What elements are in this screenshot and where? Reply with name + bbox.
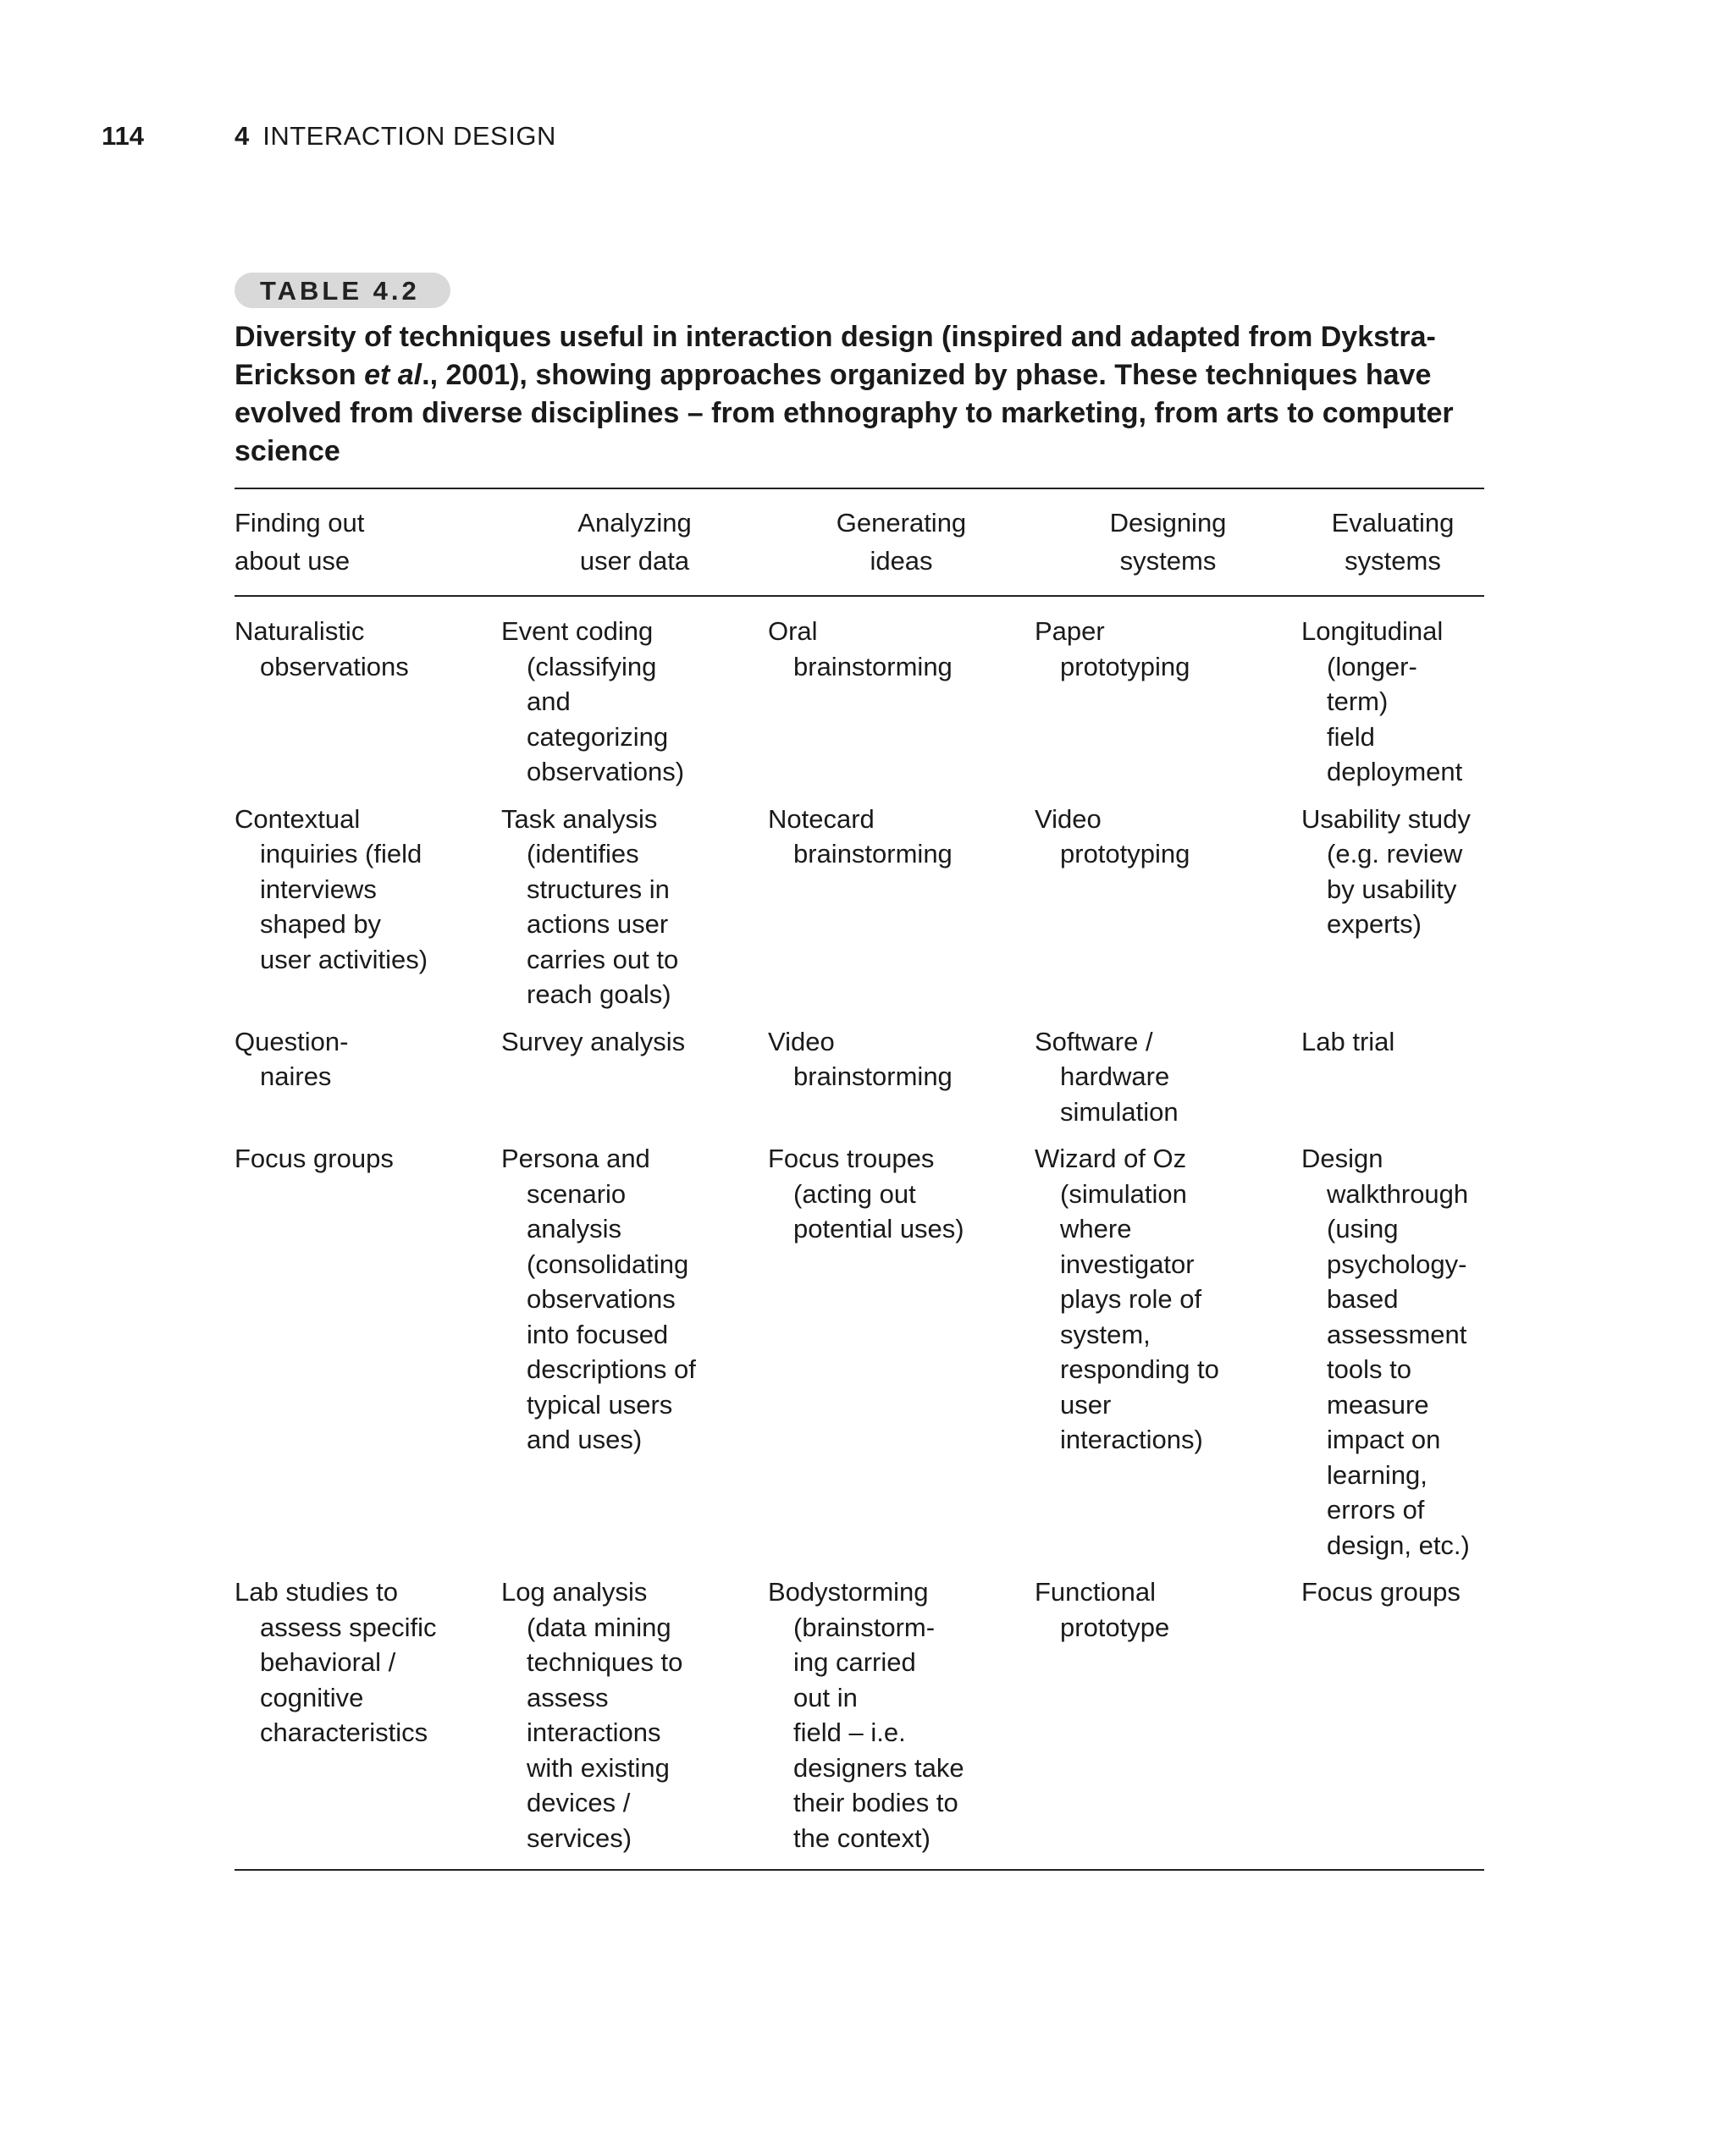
table-header-row (235, 489, 1484, 595)
table-cell: Usability study (e.g. review by usability experts) (1301, 803, 1471, 939)
table-cell: Persona and scenario analysis (consolidating observations into focused descriptions of typical users and uses) (501, 1144, 696, 1454)
caption-text-2: ., 2001), showing approaches organized by phase. These techniques have evolved from diverse disciplines – from ethnography to marketing, from arts to computer science (235, 359, 1454, 467)
table-cell: Oral brainstorming (768, 616, 953, 681)
caption-italic: et al (364, 359, 422, 391)
table-cell: Log analysis (data mining techniques to assess interactions with existing devices / services) (501, 1577, 683, 1853)
caption-text-1: Diversity of techniques useful in interaction design (inspired and adapted from Dykstra-Erickson (235, 321, 1436, 391)
page-number: 114 (102, 121, 145, 151)
table-caption (235, 318, 1471, 471)
table-row (235, 1141, 1484, 1574)
running-head (102, 121, 556, 152)
table-cell: Video prototyping (1035, 803, 1190, 868)
table-cell: Functional prototype (1035, 1577, 1170, 1642)
table-cell: Notecard brainstorming (768, 803, 953, 868)
chapter-number: 4 (235, 121, 250, 151)
table-cell: Survey analysis (501, 1026, 686, 1056)
table-cell: Paper prototyping (1035, 616, 1190, 681)
table-cell: Software / hardware simulation (1035, 1026, 1179, 1127)
header-finding-out: Finding out about use (235, 508, 365, 576)
header-analyzing: Analyzing user data (577, 508, 692, 576)
table-cell: Focus groups (235, 1144, 394, 1173)
table-row (235, 1024, 1484, 1142)
table-row (235, 1574, 1484, 1866)
table-bottom-rule (235, 1869, 1484, 1871)
table-cell: Focus groups (1301, 1577, 1461, 1607)
table-cell: Wizard of Oz (simulation where investigator plays role of system, responding to user interactions) (1035, 1144, 1219, 1454)
header-evaluating: Evaluating systems (1331, 508, 1455, 576)
table-cell: Question- naires (235, 1026, 349, 1091)
header-designing: Designing systems (1109, 508, 1227, 576)
table-cell: Design walkthrough (using psychology- based assessment tools to measure impact on learning, errors of design, etc.) (1301, 1144, 1470, 1560)
table-cell: Longitudinal (longer-term) field deployment (1301, 616, 1463, 786)
table-label: TABLE 4.2 (235, 273, 450, 308)
table-cell: Task analysis (identifies structures in actions user carries out to reach goals) (501, 803, 679, 1009)
table-row (235, 802, 1484, 1024)
table-cell: Lab trial (1301, 1026, 1395, 1056)
chapter-title: INTERACTION DESIGN (262, 121, 556, 151)
table-row (235, 597, 1484, 802)
table-block (235, 273, 1484, 1871)
table-cell: Contextual inquiries (field interviews shaped by user activities) (235, 803, 428, 974)
header-generating: Generating ideas (836, 508, 967, 576)
table-cell: Video brainstorming (768, 1026, 953, 1091)
table-cell: Naturalistic observations (235, 616, 409, 681)
table-cell: Focus troupes (acting out potential uses) (768, 1144, 964, 1243)
table-cell: Lab studies to assess specific behavioral / cognitive characteristics (235, 1577, 437, 1747)
table-cell: Event coding (classifying and categorizing observations) (501, 616, 685, 786)
table-cell: Bodystorming (brainstorm- ing carried out in field – i.e. designers take their bodies to the context) (768, 1577, 964, 1853)
